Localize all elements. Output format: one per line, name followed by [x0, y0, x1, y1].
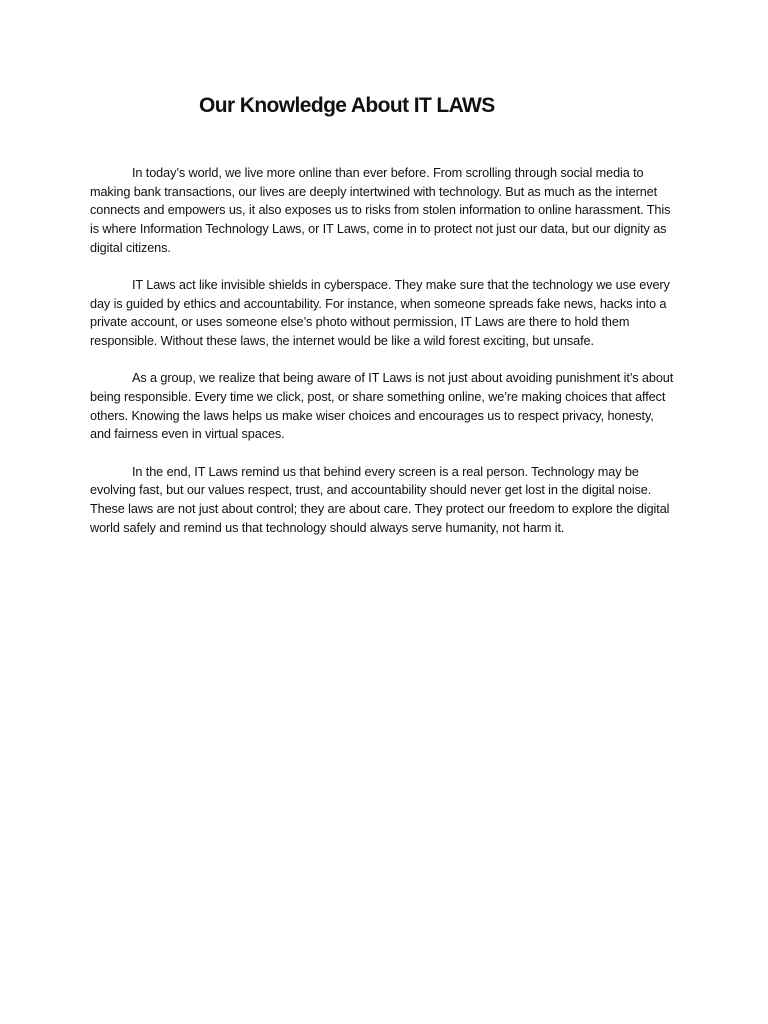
document-body: [90, 164, 674, 556]
paragraph-1: In today’s world, we live more online than ever before. From scrolling through social media to making bank transactions, our lives are deeply intertwined with technology. But as much as the internet connects and empowers us, it also exposes us to risks from stolen information to online harassment. This is where Information Technology Laws, or IT Laws, come in to protect not just our data, but our dignity as digital citizens.: [90, 166, 671, 255]
paragraph-3: As a group, we realize that being aware of IT Laws is not just about avoiding punishment it’s about being responsible. Every time we click, post, or share something online, we’re making choices that affect others. Knowing the laws helps us make wiser choices and encourages us to respect privacy, honesty, and fairness even in virtual spaces.: [90, 371, 674, 442]
paragraph-4: In the end, IT Laws remind us that behind every screen is a real person. Technology may be evolving fast, but our values respect, trust, and accountability should never get lost in the digital noise. These laws are not just about control; they are about care. They protect our freedom to explore the digital world safely and remind us that technology should always serve humanity, not harm it.: [90, 464, 670, 535]
document-title: Our Knowledge About IT LAWS: [199, 94, 495, 117]
paragraph-2: IT Laws act like invisible shields in cyberspace. They make sure that the technology we use every day is guided by ethics and accountability. For instance, when someone spreads fake news, hacks into a private account, or uses someone else’s photo without permission, IT Laws are there to hold them responsible. Without these laws, the internet would be like a wild forest exciting, but unsafe.: [90, 278, 670, 349]
